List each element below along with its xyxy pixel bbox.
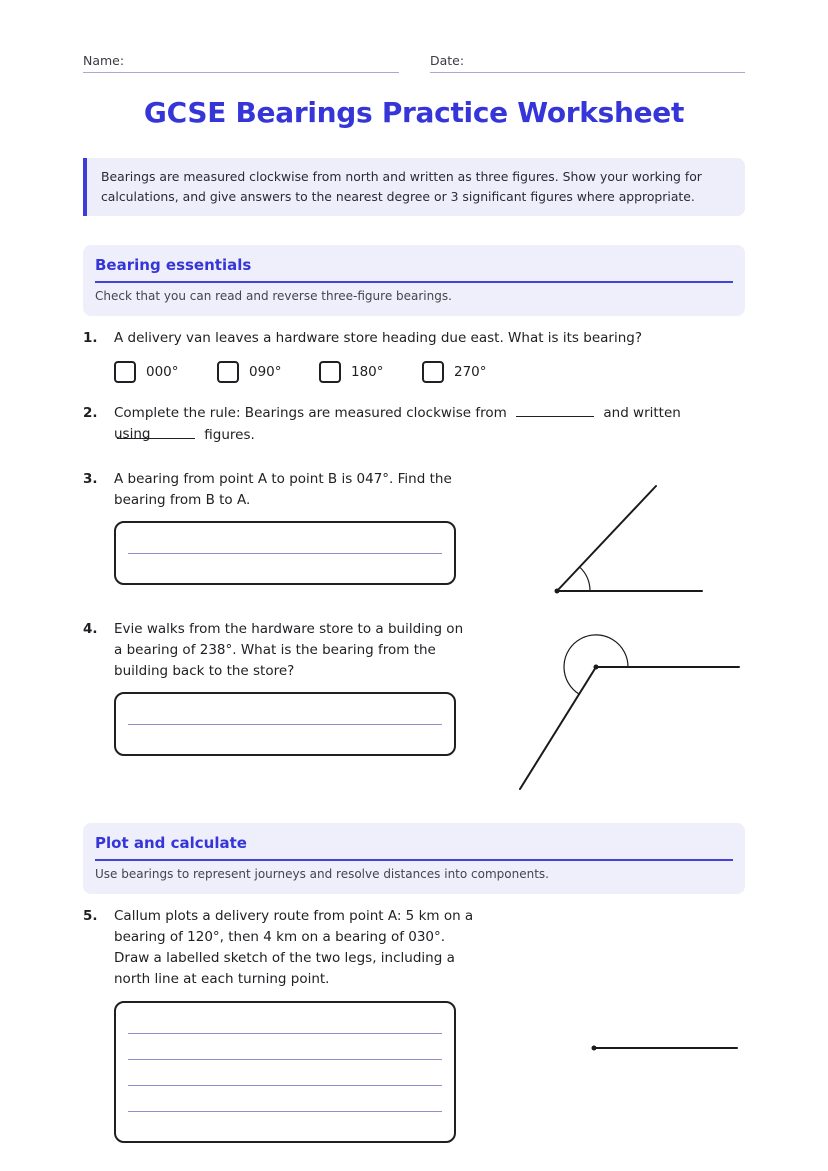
section-plot-and-calculate: [83, 823, 745, 894]
q3-answer-box[interactable]: [114, 521, 456, 585]
q3-line-1: A bearing from point A to point B is 047°. Find the: [114, 471, 452, 487]
q5-line-1: Callum plots a delivery route from point A: 5 km on a: [114, 908, 474, 924]
intro-text: Bearings are measured clockwise from north and written as three figures. Show your working for calculations, and give answers to the nearest degree or 3 significant figures where appropriate.: [101, 169, 702, 204]
q5-line-diagram: [592, 1046, 738, 1051]
section-subtitle: Check that you can read and reverse three-figure bearings.: [95, 289, 452, 303]
section-bearing-essentials: [83, 245, 745, 316]
q5-answer-box[interactable]: [114, 1001, 456, 1143]
question-5-number: 5.: [83, 908, 98, 924]
name-label: Name:: [83, 53, 125, 68]
q4-reflex-angle-diagram: [520, 635, 739, 789]
q3-angle-diagram: [555, 486, 703, 594]
q4-line-1: Evie walks from the hardware store to a building on: [114, 621, 464, 637]
option-label: 090°: [249, 364, 282, 380]
question-3-text: [114, 469, 452, 511]
q1-option-270[interactable]: [422, 361, 487, 383]
q2-blank-1[interactable]: [516, 403, 594, 417]
checkbox[interactable]: [319, 361, 341, 383]
option-label: 180°: [351, 364, 384, 380]
question-1-number: 1.: [83, 330, 98, 346]
section-title: Bearing essentials: [95, 256, 252, 274]
date-field[interactable]: [430, 72, 745, 73]
q5-line-2: bearing of 120°, then 4 km on a bearing of 030°.: [114, 929, 446, 945]
intro-callout: [83, 158, 745, 216]
q4-line-2: a bearing of 238°. What is the bearing from the: [114, 642, 436, 658]
question-4-number: 4.: [83, 621, 98, 637]
question-2-number: 2.: [83, 405, 98, 421]
section-divider: [95, 281, 733, 283]
q5-line-3: Draw a labelled sketch of the two legs, including a: [114, 950, 455, 966]
answer-line: [128, 1111, 442, 1112]
q2-blank-2[interactable]: [117, 425, 195, 439]
option-label: 270°: [454, 364, 487, 380]
page-title: GCSE Bearings Practice Worksheet: [143, 96, 685, 129]
q4-line-3: building back to the store?: [114, 663, 295, 679]
answer-line: [128, 724, 442, 725]
q4-answer-box[interactable]: [114, 692, 456, 756]
q1-option-090[interactable]: [217, 361, 282, 383]
question-4-text: [114, 619, 463, 682]
q1-option-000[interactable]: [114, 361, 179, 383]
question-3-number: 3.: [83, 471, 98, 487]
answer-line: [128, 553, 442, 554]
q2-text-a: Complete the rule: Bearings are measured clockwise from: [114, 405, 507, 421]
section-subtitle: Use bearings to represent journeys and resolve distances into components.: [95, 867, 549, 881]
question-2-text-cont: [114, 425, 255, 446]
q2-text-c: figures.: [204, 427, 255, 443]
checkbox[interactable]: [422, 361, 444, 383]
q5-line-4: north line at each turning point.: [114, 971, 330, 987]
section-divider: [95, 859, 733, 861]
question-1-text: A delivery van leaves a hardware store heading due east. What is its bearing?: [114, 330, 642, 346]
answer-line: [128, 1059, 442, 1060]
checkbox[interactable]: [114, 361, 136, 383]
section-title: Plot and calculate: [95, 834, 247, 852]
answer-line: [128, 1085, 442, 1086]
q3-line-2: bearing from B to A.: [114, 492, 251, 508]
date-label: Date:: [430, 53, 465, 68]
question-5-text: [114, 906, 473, 990]
option-label: 000°: [146, 364, 179, 380]
q2-text-b: and written using: [114, 405, 681, 442]
answer-line: [128, 1033, 442, 1034]
name-field[interactable]: [83, 72, 399, 73]
checkbox[interactable]: [217, 361, 239, 383]
q1-option-180[interactable]: [319, 361, 384, 383]
